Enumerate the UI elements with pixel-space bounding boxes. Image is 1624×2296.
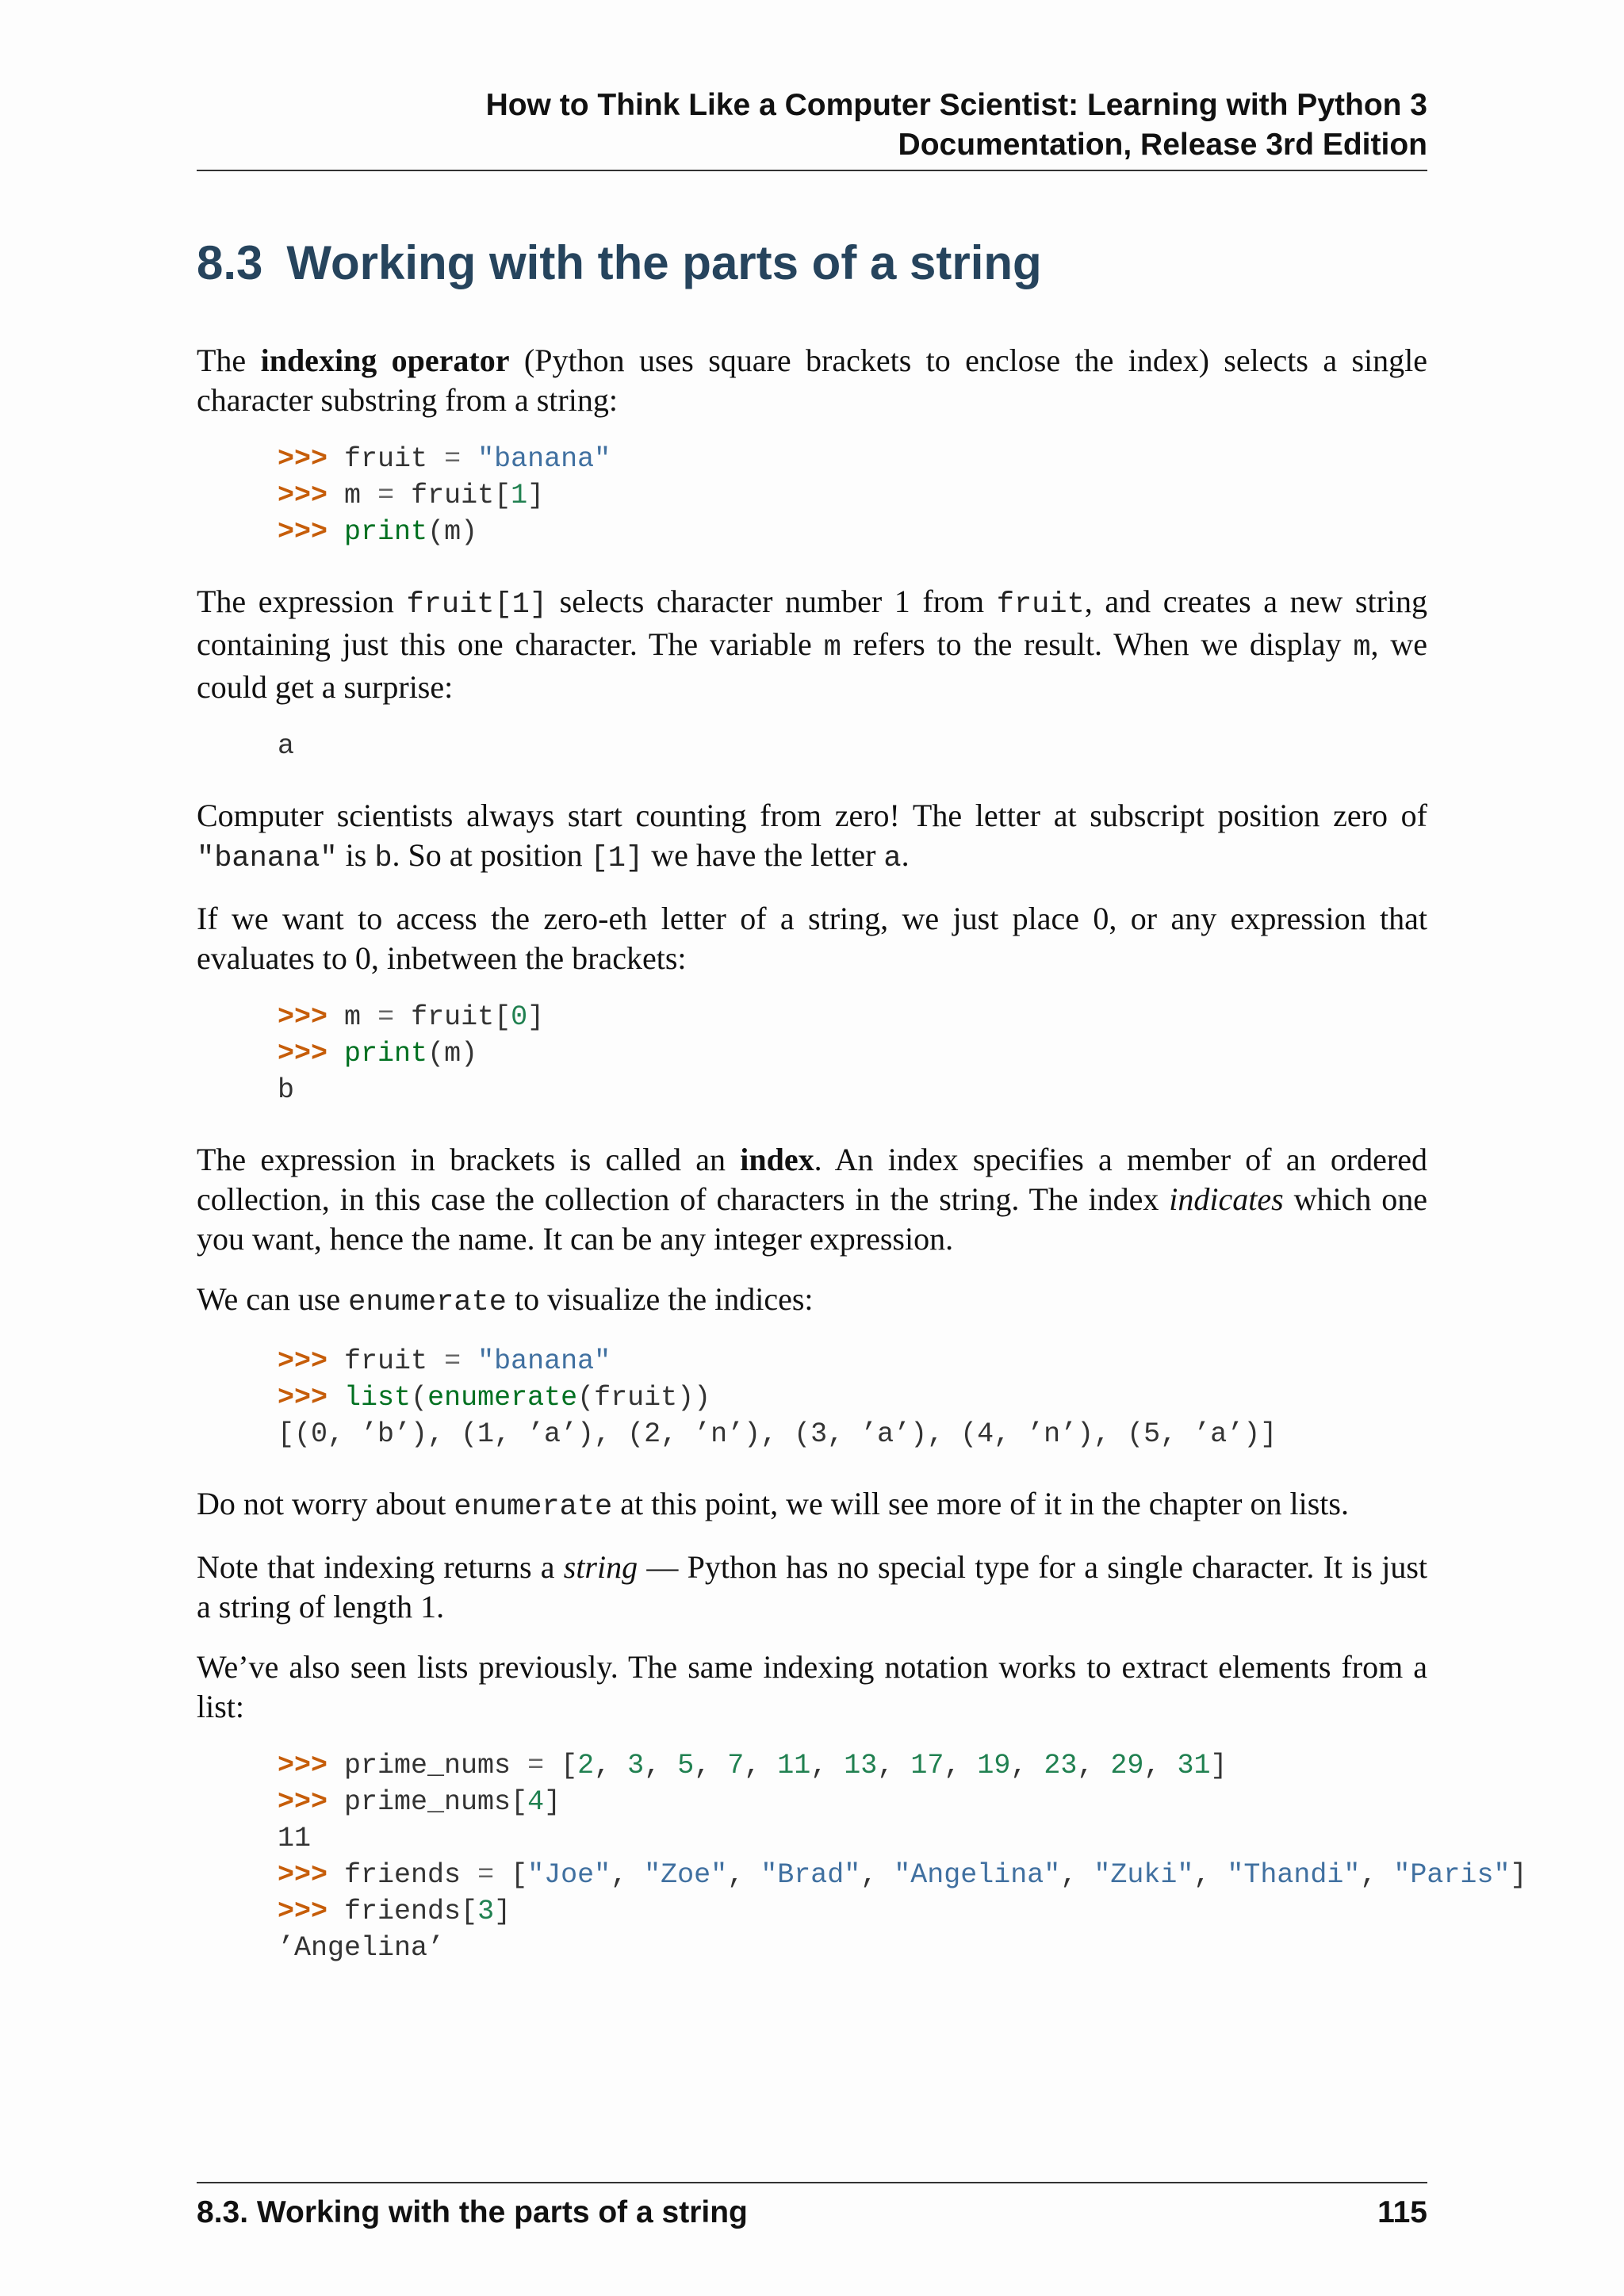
list-element: "Angelina"	[894, 1859, 1061, 1891]
list-element: "Brad"	[760, 1859, 861, 1891]
code-line: >>> m = fruit[1]	[278, 480, 545, 511]
section-title	[197, 233, 1042, 293]
page-content	[197, 341, 1527, 1998]
paragraph-zero-eth-letter: If we want to access the zero-eth letter of a string, we just place 0, or any expression that evaluates to 0, inbetween the brackets:	[197, 901, 1427, 976]
code-line: >>> print(m)	[278, 516, 478, 548]
list-element: 2	[577, 1750, 595, 1781]
header-title-line1: How to Think Like a Computer Scientist: Learning with Python 3	[485, 88, 1427, 122]
code-line: >>> m = fruit[0]	[278, 1001, 545, 1033]
code-line: >>> print(m)	[278, 1038, 478, 1070]
paragraph-enumerate-intro: We can use enumerate to visualize the indices:	[197, 1281, 814, 1319]
prime-number-list: 2, 3, 5, 7, 11, 13, 17, 19, 23, 29, 31	[577, 1750, 1211, 1781]
running-footer	[197, 2193, 1427, 2233]
code-block-fruit-index	[278, 441, 1427, 550]
list-element: 31	[1177, 1750, 1211, 1781]
page-number: 115	[1377, 2195, 1427, 2229]
code-output: 11	[278, 1823, 312, 1854]
paragraph-counting-from-zero: Computer scientists always start counting from zero! The letter at subscript position zero of "banana" is b. So at position [1] we have the letter a.	[197, 798, 1427, 875]
paragraph-enumerate-later: Do not worry about enumerate at this point, we will see more of it in the chapter on lists.	[197, 1486, 1349, 1524]
list-element: 17	[910, 1750, 944, 1781]
list-element: "Joe"	[527, 1859, 611, 1891]
header-title-line2: Documentation, Release 3rd Edition	[898, 128, 1427, 162]
paragraph-lists-indexing: We’ve also seen lists previously. The same indexing notation works to extract elements from a list:	[197, 1649, 1427, 1724]
list-element: 5	[677, 1750, 695, 1781]
list-element: "Zoe"	[644, 1859, 728, 1891]
code-line: >>> prime_nums[4]	[278, 1786, 561, 1818]
code-output: [(0, ’b’), (1, ’a’), (2, ’n’), (3, ’a’), (4, ’n’), (5, ’a’)]	[278, 1418, 1277, 1450]
list-element: 11	[777, 1750, 811, 1781]
list-element: 7	[727, 1750, 745, 1781]
code-line: >>> list(enumerate(fruit))	[278, 1382, 711, 1414]
list-element: 3	[627, 1750, 645, 1781]
running-header	[197, 86, 1427, 165]
list-element: 13	[844, 1750, 878, 1781]
paragraph-indexing-returns-string: Note that indexing returns a string — Python has no special type for a single character. It is just a string of length 1.	[197, 1549, 1428, 1624]
code-output: b	[278, 1074, 295, 1106]
section-title-text: Working with the parts of a string	[286, 236, 1042, 289]
code-block-zero-index	[278, 999, 1427, 1108]
code-line: >>> prime_nums = [2, 3, 5, 7, 11, 13, 17, 19, 23, 29, 31]	[278, 1750, 1228, 1781]
code-line: >>> friends = ["Joe", "Zoe", "Brad", "Angelina", "Zuki", "Thandi", "Paris"]	[278, 1859, 1527, 1891]
footer-rule	[197, 2182, 1427, 2183]
list-element: 29	[1110, 1750, 1144, 1781]
list-element: "Paris"	[1393, 1859, 1511, 1891]
code-block-lists	[278, 1747, 1527, 1966]
paragraph-indexing-operator: The indexing operator (Python uses square brackets to enclose the index) selects a single character substring from a string:	[197, 342, 1428, 418]
section-number: 8.3	[197, 236, 263, 289]
paragraph-index-definition: The expression in brackets is called an index. An index specifies a member of an ordered collection, in this case the collection of characters in the string. The index indicates which one you want, hence the name. It can be any integer expression.	[197, 1142, 1427, 1257]
header-rule	[197, 170, 1427, 171]
list-element: 23	[1044, 1750, 1078, 1781]
code-output: ’Angelina’	[278, 1932, 445, 1964]
code-block-enumerate	[278, 1343, 1427, 1452]
list-element: 19	[977, 1750, 1011, 1781]
code-line: >>> fruit = "banana"	[278, 1345, 611, 1377]
list-element: "Zuki"	[1094, 1859, 1194, 1891]
footer-section-title: 8.3. Working with the parts of a string	[197, 2195, 748, 2229]
paragraph-expression-fruit: The expression fruit[1] selects character number 1 from fruit, and creates a new string containing just this one character. The variable m refers to the result. When we display m, we could get a surprise:	[197, 584, 1428, 705]
code-line: >>> friends[3]	[278, 1896, 511, 1927]
code-line: >>> fruit = "banana"	[278, 443, 611, 475]
list-element: "Thandi"	[1227, 1859, 1361, 1891]
output-block-a: a	[278, 730, 295, 762]
friends-name-list: "Joe", "Zoe", "Brad", "Angelina", "Zuki", "Thandi", "Paris"	[527, 1859, 1511, 1891]
